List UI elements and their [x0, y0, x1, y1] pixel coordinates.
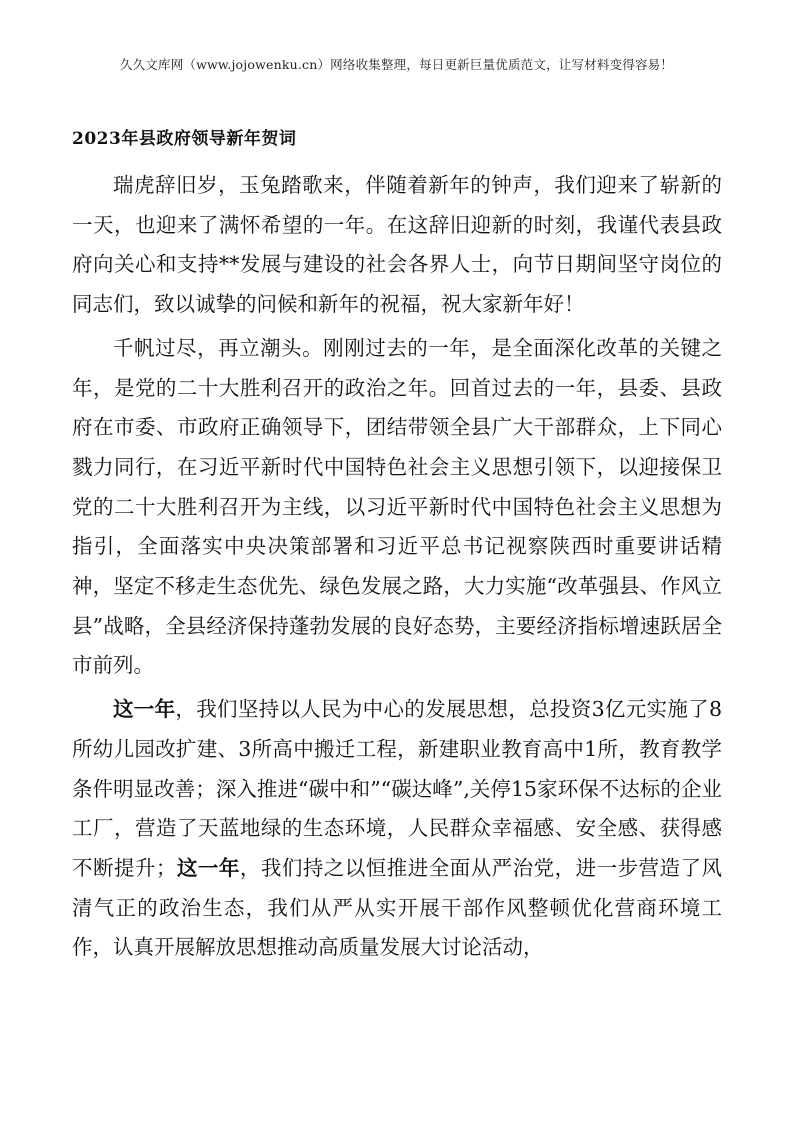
document-body	[72, 166, 722, 968]
paragraph-lead-bold: 这一年	[113, 697, 176, 722]
paragraph-text: ，我们坚持以人民为中心的发展思想，总投资3亿元实施了8所幼儿园改扩建、3所高中搬迁工程，新建职业教育高中1所，教育教学条件明显改善；深入推进“碳中和”“碳达峰”,关停15家环保不达标的企业工厂，营造了天蓝地绿的生态环境，人民群众幸福感、安全感、获得感不断提升；	[72, 697, 722, 880]
paragraph-review: 千帆过尽，再立潮头。刚刚过去的一年，是全面深化改革的关键之年，是党的二十大胜利召开的政治之年。回首过去的一年，县委、县政府在市委、市政府正确领导下，团结带领全县广大干部群众，上下同心戮力同行，在习近平新时代中国特色社会主义思想引领下，以迎接保卫党的二十大胜利召开为主线，以习近平新时代中国特色社会主义思想为指引，全面落实中央决策部署和习近平总书记视察陕西时重要讲话精神，坚定不移走生态优先、绿色发展之路，大力实施“改革强县、作风立县”战略，全县经济保持蓬勃发展的良好态势，主要经济指标增速跃居全市前列。	[72, 335, 722, 678]
paragraph-text-2: ，我们持之以恒推进全面从严治党，进一步营造了风清气正的政治生态，我们从严从实开展干部作风整顿优化营商环境工作，认真开展解放思想推动高质量发展大讨论活动，	[72, 855, 723, 960]
paragraph-achievements	[72, 690, 722, 968]
document-title: 2023年县政府领导新年贺词	[72, 129, 297, 149]
paragraph-lead-bold-2: 这一年	[176, 855, 240, 880]
paragraph-greeting: 瑞虎辞旧岁，玉兔踏歌来，伴随着新年的钟声，我们迎来了崭新的一天，也迎来了满怀希望的一年。在这辞旧迎新的时刻，我谨代表县政府向关心和支持**发展与建设的社会各界人士，向节日期间坚守岗位的同志们，致以诚挚的问候和新年的祝福，祝大家新年好！	[72, 173, 722, 317]
header-note: 久久文库网（www.jojowenku.cn）网络收集整理，每日更新巨量优质范文，让写材料变得容易！	[119, 57, 674, 72]
